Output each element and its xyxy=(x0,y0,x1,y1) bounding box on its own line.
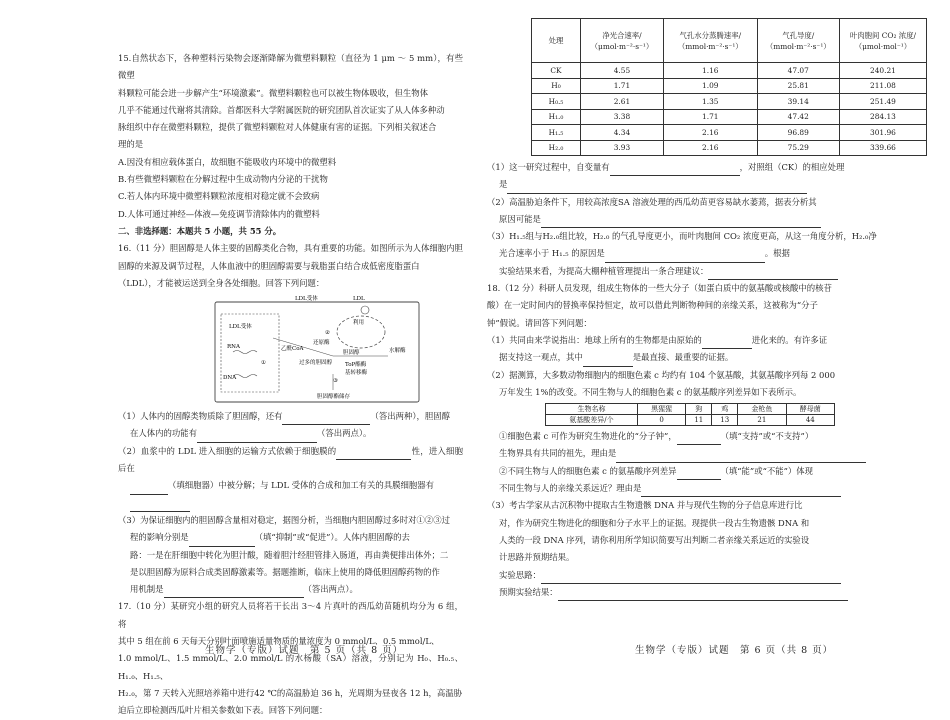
q15-line: 理的是 xyxy=(118,139,144,150)
q18-sub-text: （填“支持”或“不支持”） xyxy=(720,431,814,442)
q18-line: 酸）在一定时间内的替换率保持恒定，故可以借此判断物种间的亲缘关系，这被称为“分子 xyxy=(487,300,818,311)
diagram-label: DNA xyxy=(223,375,237,382)
q18-sub-text: （1）共同由来学说指出：地球上所有的生物都是由原始的 xyxy=(487,334,702,345)
diagram-label: ③ xyxy=(333,378,338,385)
q18-sub xyxy=(487,349,894,366)
answer-blank[interactable] xyxy=(605,253,765,263)
species-cell: 狗 xyxy=(686,404,712,415)
q18-sub-text: ②不同生物与人的细胞色素 c 的氨基酸序列差异 xyxy=(499,465,677,476)
answer-blank[interactable] xyxy=(583,357,633,367)
species-cell: 13 xyxy=(712,415,738,426)
q18-sub-text: ①细胞色素 c 可作为研究生物进化的“分子钟”， xyxy=(499,431,677,442)
q16-sub: 是以胆固醇为原料合成类固醇激素等。据题推断，临床上使用的降低胆固醇药物的作 xyxy=(130,566,440,577)
table-cell: 2.61 xyxy=(581,94,664,110)
table-cell: 4.55 xyxy=(581,63,664,79)
answer-blank[interactable] xyxy=(197,433,317,443)
q16-sub xyxy=(118,581,463,598)
q15-option: C.若人体内环境中微塑料颗粒浓度相对稳定就不会致病 xyxy=(118,191,320,202)
q15-option: B.有些微塑料颗粒在分解过程中生成动物内分泌的干扰物 xyxy=(118,174,328,185)
q17-sub-text: 。根据 xyxy=(764,248,790,259)
table-cell: H₁.₀ xyxy=(532,109,581,125)
answer-blank[interactable] xyxy=(641,487,841,497)
q16-line: 固醇的来源及调节过程，人体血液中的胆固醇需要与载脂蛋白结合成低密度脂蛋白 xyxy=(118,260,420,271)
q17-line: 其中 5 组在前 6 天每天分别叶面喷施适量物质的量浓度为 0 mmol/L、0.5 mmol/L、 xyxy=(118,636,440,647)
species-cell: 鸡 xyxy=(712,404,738,415)
q16-sub-text: 用机制是 xyxy=(130,584,164,595)
table-cell: 1.35 xyxy=(663,94,757,110)
diagram-label: 过多的胆固醇 xyxy=(299,360,333,367)
answer-blank[interactable] xyxy=(189,537,255,547)
question-17 xyxy=(118,598,463,719)
q18-sub-text: 实验思路： xyxy=(499,569,541,580)
diagram-label: RNA xyxy=(227,344,240,351)
table-header: 处理 xyxy=(532,19,581,63)
answer-blank[interactable] xyxy=(164,588,304,598)
q18-sub: 万年发生 1%的改变。不同生物与人的细胞色素 c 的氨基酸序列差异如下表所示。 xyxy=(499,386,802,397)
q15-line: 脉组织中存在微塑料颗粒，提供了微塑料颗粒对人体健康有害的证据。下列相关叙述合 xyxy=(118,122,437,133)
q17-sub xyxy=(487,211,894,228)
answer-blank[interactable] xyxy=(541,574,841,584)
q16-sub: 路：一是在肝细胞中转化为胆汁酸，随着胆汁经胆管排入肠道，再由粪便排出体外；二 xyxy=(130,549,449,560)
diagram-label: ToP酯酶 xyxy=(345,362,367,369)
q15-option: A.因没有相应载体蛋白，故细胞不能吸收内环境中的微塑料 xyxy=(118,156,337,167)
q17-line: 17.（10 分）某研究小组的研究人员将若干长出 3～4 片真叶的西瓜幼苗随机均分为 6 组，将 xyxy=(118,601,463,629)
table-cell: 47.07 xyxy=(757,63,839,79)
q18-sub: （3）考古学家从古沉积物中提取古生物遗骸 DNA 并与现代生物的分子信息库进行比 xyxy=(487,500,803,511)
q18-sub-text: 生物界具有共同的祖先，理由是 xyxy=(499,448,617,459)
q16-sub xyxy=(118,495,463,512)
q18-sub xyxy=(487,480,894,497)
table-body xyxy=(532,63,927,156)
q17-sub-text: 实验结果来看，为提高大棚种植管理提出一条合理建议： xyxy=(499,265,709,276)
q18-sub xyxy=(487,445,894,462)
q16-sub-text: 程的影响分别是 xyxy=(130,532,189,543)
species-cell: 生物名称 xyxy=(546,404,638,415)
cholesterol-diagram xyxy=(213,294,423,406)
data-table xyxy=(531,18,927,156)
q16-sub-text: （答出两点）。 xyxy=(303,584,358,595)
table-cell: H₀.₅ xyxy=(532,94,581,110)
species-cell: 44 xyxy=(786,415,834,426)
species-cell: 黑猩猩 xyxy=(637,404,685,415)
q18-sub-text: 据支持这一观点，其中 xyxy=(499,352,583,363)
q17-sub-text: 原因可能是 xyxy=(499,213,541,224)
table-row xyxy=(532,63,927,79)
q17-sub xyxy=(487,245,894,262)
q16-sub-text: （答出两种），胆固醇 xyxy=(370,411,451,422)
q16-sub-text: 性，进入细胞后在 xyxy=(118,445,463,474)
species-value-row xyxy=(546,415,835,426)
table-cell: 25.81 xyxy=(757,78,839,94)
q18-sub-text: 进化来的。有许多证 xyxy=(751,334,828,345)
table-row xyxy=(532,109,927,125)
table-cell: 339.66 xyxy=(839,140,926,156)
species-cell: 11 xyxy=(686,415,712,426)
q18-line: 钟”假说。请回答下列问题： xyxy=(487,317,592,328)
diagram-label: ① xyxy=(261,360,266,367)
section-heading: 二、非选择题：本题共 5 小题，共 55 分。 xyxy=(118,225,282,236)
page-footer: 生物学（专版）试题 第 5 页（共 8 页） xyxy=(205,645,404,656)
q16-sub xyxy=(118,477,463,494)
species-cell: 金枪鱼 xyxy=(738,404,786,415)
table-cell: 4.34 xyxy=(581,125,664,141)
diagram-label: 乙酰CoA xyxy=(281,346,304,353)
species-cell: 酵母菌 xyxy=(786,404,834,415)
table-cell: H₀ xyxy=(532,78,581,94)
q16-sub xyxy=(118,425,463,442)
answer-blank[interactable] xyxy=(507,184,807,194)
q15-line: 料颗粒可能会进一步解产生“环境激素”。微塑料颗粒也可以被生物体吸收，但生物体 xyxy=(118,87,429,98)
q18-sub-text: 不同生物与人的亲缘关系远近？理由是 xyxy=(499,483,642,494)
q17-line: 迫后立即检测西瓜叶片相关参数如下表。回答下列问题： xyxy=(118,705,328,716)
diagram-label: 还原酶 xyxy=(313,340,330,347)
table-header: 气孔导度/（mmol·m⁻²·s⁻¹） xyxy=(757,19,839,63)
table-cell: 284.13 xyxy=(839,109,926,125)
table-cell: 301.96 xyxy=(839,125,926,141)
species-cell: 21 xyxy=(738,415,786,426)
species-cell: 0 xyxy=(637,415,685,426)
q16-line: （LDL），才能被运送到全身各处细胞。回答下列问题： xyxy=(118,277,325,288)
table-cell: 2.16 xyxy=(663,140,757,156)
table-header: 叶肉胞间 CO₂ 浓度/（μmol·mol⁻¹） xyxy=(839,19,926,63)
diagram-label: LDL受体 xyxy=(295,296,318,303)
q16-sub-text: 在人体内的功能有 xyxy=(130,428,197,439)
table-cell: 1.16 xyxy=(663,63,757,79)
q16-sub-text: （填细胞器）中被分解；与 LDL 受体的合成和加工有关的具膜细胞器有 xyxy=(168,480,435,491)
answer-blank[interactable] xyxy=(336,450,411,460)
left-page xyxy=(0,0,475,716)
diagram-label: ② xyxy=(325,330,330,337)
diagram-label: 水解酶 xyxy=(389,348,406,355)
q17-sub-text: 光合速率小于 H₁.₅ 的原因是 xyxy=(499,248,605,259)
diagram-label: 胆固醇 xyxy=(343,350,360,357)
table-header: 净光合速率/（μmol·m⁻²·s⁻¹） xyxy=(581,19,664,63)
table-header-row xyxy=(532,19,927,63)
q16-sub xyxy=(118,443,463,478)
table-cell: 3.38 xyxy=(581,109,664,125)
q15-option: D.人体可通过神经—体液—免疫调节清除体内的微塑料 xyxy=(118,208,320,219)
q16-sub xyxy=(118,408,463,425)
table-row xyxy=(532,125,927,141)
diagram-label: LDL受体 xyxy=(229,324,252,331)
q18-sub xyxy=(487,567,894,584)
species-header-row xyxy=(546,404,835,415)
q16-sub-text: （2）血浆中的 LDL 进入细胞的运输方式依赖于细胞膜的 xyxy=(118,445,337,456)
diagram-label: 利用 xyxy=(353,320,365,327)
answer-blank[interactable] xyxy=(702,339,752,349)
question-16 xyxy=(118,240,463,598)
answer-blank[interactable] xyxy=(282,415,370,425)
question-15 xyxy=(118,50,463,223)
q16-sub xyxy=(118,529,463,546)
table-cell: 211.08 xyxy=(839,78,926,94)
table-cell: 1.71 xyxy=(581,78,664,94)
table-row xyxy=(532,94,927,110)
diagram-label: 基转移酶 xyxy=(345,370,368,377)
q16-sub: （3）为保证细胞内的胆固醇含量相对稳定，据图分析，当细胞内胆固醇过多时对①②③过 xyxy=(118,514,450,525)
q16-sub-text: （答出两点）。 xyxy=(317,428,372,439)
q15-line: 15.自然状态下，各种塑料污染物会逐渐降解为微塑料颗粒（直径为 1 μm ～ 5 mm），有些微塑 xyxy=(118,53,463,81)
q17-subquestions xyxy=(487,159,894,280)
table-row xyxy=(532,140,927,156)
answer-blank[interactable] xyxy=(616,453,866,463)
table-cell: 47.42 xyxy=(757,109,839,125)
q18-sub: 计思路并预期结果。 xyxy=(499,552,575,563)
table-header: 气孔水分蒸腾速率/（mmol·m⁻²·s⁻¹） xyxy=(663,19,757,63)
table-cell: 240.21 xyxy=(839,63,926,79)
q17-sub xyxy=(487,263,894,280)
table-cell: 39.14 xyxy=(757,94,839,110)
q18-sub-text: 预期实验结果： xyxy=(499,586,558,597)
table-cell: 1.09 xyxy=(663,78,757,94)
question-18 xyxy=(487,280,894,601)
answer-blank[interactable] xyxy=(558,591,848,601)
answer-blank[interactable] xyxy=(677,470,721,480)
q17-line: 1.0 mmol/L、1.5 mmol/L、2.0 mmol/L 的水杨酸（SA）溶液，分别记为 H₀、H₀.₅、H₁.₀、H₁.₅、 xyxy=(118,653,463,681)
table-cell: 251.49 xyxy=(839,94,926,110)
q18-sub: 人类的一段 DNA 序列，请你利用所学知识简要写出判断二者亲缘关系远近的实验设 xyxy=(499,534,810,545)
page-footer: 生物学（专版）试题 第 6 页（共 8 页） xyxy=(635,645,834,656)
table-cell: H₁.₅ xyxy=(532,125,581,141)
q16-line: 16.（11 分）胆固醇是人体主要的固醇类化合物，具有重要的功能。如图所示为人体细胞内胆 xyxy=(118,243,463,254)
table-cell: 1.71 xyxy=(663,109,757,125)
table-cell: 75.29 xyxy=(757,140,839,156)
answer-blank[interactable] xyxy=(708,270,838,280)
answer-blank[interactable] xyxy=(130,485,168,495)
q17-line: H₂.₀，第 7 天转入光照培养箱中进行42 ℃的高温胁迫 36 h，光周期为昼夜各 12 h，高温胁 xyxy=(118,687,463,698)
q16-sub-text: （填“抑制”或“促进”）。人体内胆固醇的去 xyxy=(254,532,410,543)
table-cell: 2.16 xyxy=(663,125,757,141)
answer-blank[interactable] xyxy=(677,435,721,445)
q18-sub xyxy=(487,463,894,480)
q18-sub xyxy=(487,428,894,445)
table-cell: CK xyxy=(532,63,581,79)
q17-sub-text: （1）这一研究过程中，自变量有 xyxy=(487,162,610,172)
answer-blank[interactable] xyxy=(610,166,740,176)
q17-sub: （2）高温胁迫条件下，用较高浓度SA 溶液处理的西瓜幼苗更容易缺水萎蔫，据表分析其 xyxy=(487,196,817,207)
q18-sub-text: （填“能”或“不能”）体现 xyxy=(720,465,814,476)
q17-sub: （3）H₁.₅组与H₂.₀组比较，H₂.₀ 的气孔导度更小，而叶肉胞间 CO₂ 浓度更高，从这一角度分析，H₂.₀净 xyxy=(487,231,877,242)
table-cell: H₂.₀ xyxy=(532,140,581,156)
q18-sub-text: 是最直接、最重要的证据。 xyxy=(632,352,734,363)
species-cell: 氨基酸差异/个 xyxy=(546,415,638,426)
q17-sub xyxy=(487,176,894,193)
q18-sub xyxy=(487,332,894,349)
q16-sub-text: （1）人体内的固醇类物质除了胆固醇，还有 xyxy=(118,411,283,422)
answer-blank[interactable] xyxy=(130,502,190,512)
q15-line: 几乎不能通过代谢将其清除。首都医科大学附属医院的研究团队首次证实了从人体多种动 xyxy=(118,104,445,115)
right-page xyxy=(475,0,950,672)
table-cell: 3.93 xyxy=(581,140,664,156)
q17-sub xyxy=(487,159,894,176)
q18-sub xyxy=(487,584,894,601)
q17-sub-text: ，对照组（CK）的相应处理 xyxy=(739,162,845,172)
table-cell: 96.89 xyxy=(757,125,839,141)
q18-sub: 对，作为研究生物进化的细胞和分子水平上的证据。现提供一段古生物遗骸 DNA 和 xyxy=(499,517,810,528)
q18-line: 18.（12 分）科研人员发现，组成生物体的一些大分子（如蛋白质中的氨基酸或核酸中的核苷 xyxy=(487,283,832,294)
species-table xyxy=(545,403,835,426)
diagram-label: 胆固醇酯储存 xyxy=(317,394,351,401)
q18-sub: （2）据测算，大多数动物细胞内的细胞色素 c 均约有 104 个氨基酸，其氨基酸序列每 2 000 xyxy=(487,369,836,380)
table-row xyxy=(532,78,927,94)
diagram-label: LDL xyxy=(353,296,365,303)
answer-blank[interactable] xyxy=(541,218,821,228)
q17-sub-text: 是 xyxy=(499,179,508,190)
